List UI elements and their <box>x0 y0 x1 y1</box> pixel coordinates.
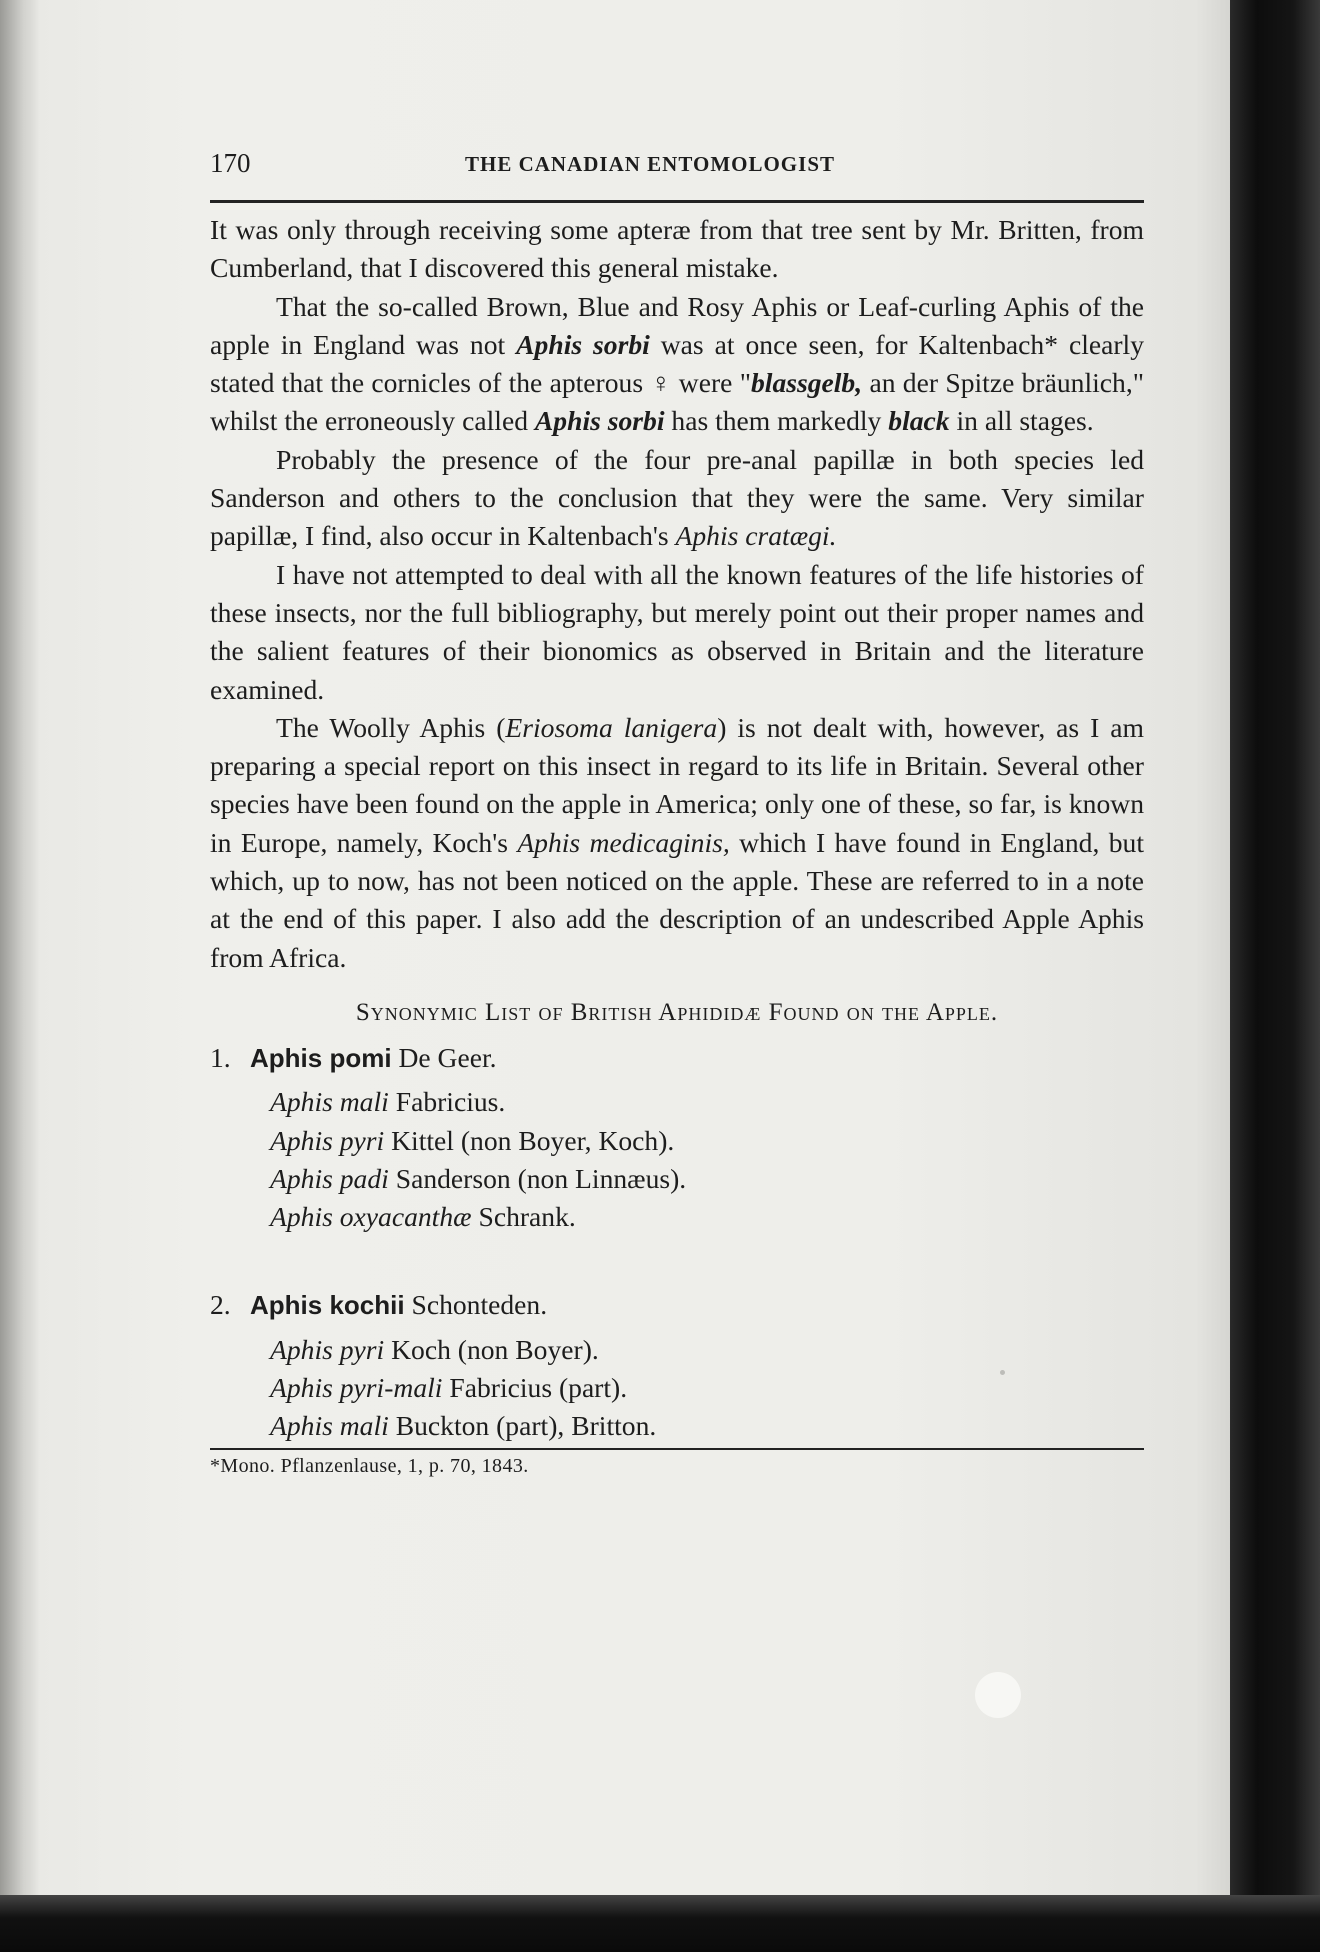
text-run: It was only through receiving some apteræ from that tree sent by Mr. Britten, from Cumberland, that I discovered this general mistake. <box>210 214 1144 284</box>
italic-term: blassgelb, <box>750 367 863 399</box>
text-run: in all stages. <box>949 405 1094 437</box>
text-run: was at once seen, for Kaltenbach* clearly stated that the cornicles of the apterous ♀ were " <box>210 328 1145 399</box>
synonym-item <box>270 1369 1144 1407</box>
species-heading <box>210 1286 1144 1324</box>
species-number: 1. <box>210 1041 231 1073</box>
synonym-item <box>270 1160 1144 1198</box>
paragraph <box>210 709 1144 977</box>
species-author: De Geer. <box>398 1041 497 1073</box>
section-heading: Synonymic List of British Aphididæ Found on the Apple. <box>355 998 999 1026</box>
text-run: an der Spitze bräunlich," whilst the erroneously called <box>210 367 1144 437</box>
text-run: ) is not dealt with, however, as I am preparing a special report on this insect in regard to its life in Britain. Several other species have been found on the apple in America; only one of these, so far, is known in Europe, namely, Koch's <box>210 711 1144 858</box>
text-run: has them markedly <box>664 405 889 437</box>
text-run: That the so-called Brown, Blue and Rosy Aphis or Leaf-curling Aphis of the apple in England was not <box>210 290 1144 360</box>
synonym-item <box>270 1122 1144 1160</box>
species-name: Aphis kochii <box>250 1290 405 1321</box>
synonym-name: Aphis pyri <box>270 1333 385 1365</box>
species-entry <box>210 1039 1144 1236</box>
synonym-authority: Buckton (part), Britton. <box>395 1410 657 1442</box>
synonym-name: Aphis padi <box>270 1162 389 1194</box>
page-bottom-shadow <box>0 1895 1320 1952</box>
running-title: THE CANADIAN ENTOMOLOGIST <box>465 152 836 176</box>
synonym-authority: Koch (non Boyer). <box>391 1333 599 1365</box>
header-rule <box>210 200 1144 203</box>
italic-term: Eriosoma lanigera <box>505 711 718 743</box>
text-run: I have not attempted to deal with all the known features of the life histories of these insects, nor the full bibliography, but merely point out their proper names and the salient features of their bionomics as observed in Britain and the literature examined. <box>210 558 1144 705</box>
page-gutter-shadow <box>0 0 40 1900</box>
species-number: 2. <box>210 1289 231 1321</box>
synonym-name: Aphis mali <box>270 1086 389 1118</box>
synonym-name: Aphis pyri-mali <box>270 1372 443 1404</box>
synonym-list <box>210 1083 1144 1236</box>
synonym-authority: Fabricius (part). <box>449 1372 628 1404</box>
italic-term: Aphis sorbi <box>534 405 665 437</box>
footnote-rule <box>210 1448 1144 1450</box>
paragraph <box>210 288 1144 441</box>
paragraph <box>210 441 1144 556</box>
paragraph <box>210 211 1144 288</box>
text-run: Probably the presence of the four pre-anal papillæ in both species led Sanderson and others to the conclusion that they were the same. Very similar papillæ, I find, also occur in Kaltenbach's <box>210 443 1144 552</box>
synonym-list <box>210 1331 1144 1446</box>
synonym-authority: Sanderson (non Linnæus). <box>395 1162 687 1194</box>
page-number: 170 <box>210 148 251 178</box>
species-name: Aphis pomi <box>250 1042 392 1073</box>
synonym-item <box>270 1331 1144 1369</box>
synonym-authority: Schrank. <box>478 1201 576 1233</box>
synonym-item <box>270 1083 1144 1121</box>
italic-term: Aphis sorbi <box>516 328 650 360</box>
body-text <box>210 211 1144 977</box>
species-heading <box>210 1039 1144 1077</box>
species-author: Schonteden. <box>411 1289 548 1321</box>
running-header <box>210 148 1144 188</box>
text-run: which I have found in England, but which, up to now, has not been noticed on the apple. These are referred to in a note at the end of this paper. I also add the description of an undescribed Apple Aphis from Africa. <box>210 826 1144 973</box>
footnote: *Mono. Pflanzenlause, 1, p. 70, 1843. <box>210 1454 529 1477</box>
synonym-item <box>270 1198 1144 1236</box>
synonym-authority: Fabricius. <box>395 1086 506 1118</box>
scan-speck <box>975 1672 1021 1718</box>
paragraph <box>210 556 1144 709</box>
text-run: The Woolly Aphis ( <box>276 711 506 743</box>
synonym-name: Aphis mali <box>270 1410 389 1442</box>
italic-term: black <box>888 405 950 437</box>
synonym-authority: Kittel (non Boyer, Koch). <box>391 1124 675 1156</box>
page-content <box>210 148 1144 1478</box>
synonym-name: Aphis pyri <box>270 1124 385 1156</box>
italic-term: Aphis medicaginis, <box>517 826 730 858</box>
spacer <box>210 1236 1144 1286</box>
synonym-name: Aphis oxyacanthæ <box>270 1201 472 1233</box>
synonym-item <box>270 1407 1144 1445</box>
species-entry <box>210 1286 1144 1445</box>
page-edge-shadow <box>1230 0 1320 1952</box>
italic-term: Aphis cratægi. <box>675 520 837 552</box>
